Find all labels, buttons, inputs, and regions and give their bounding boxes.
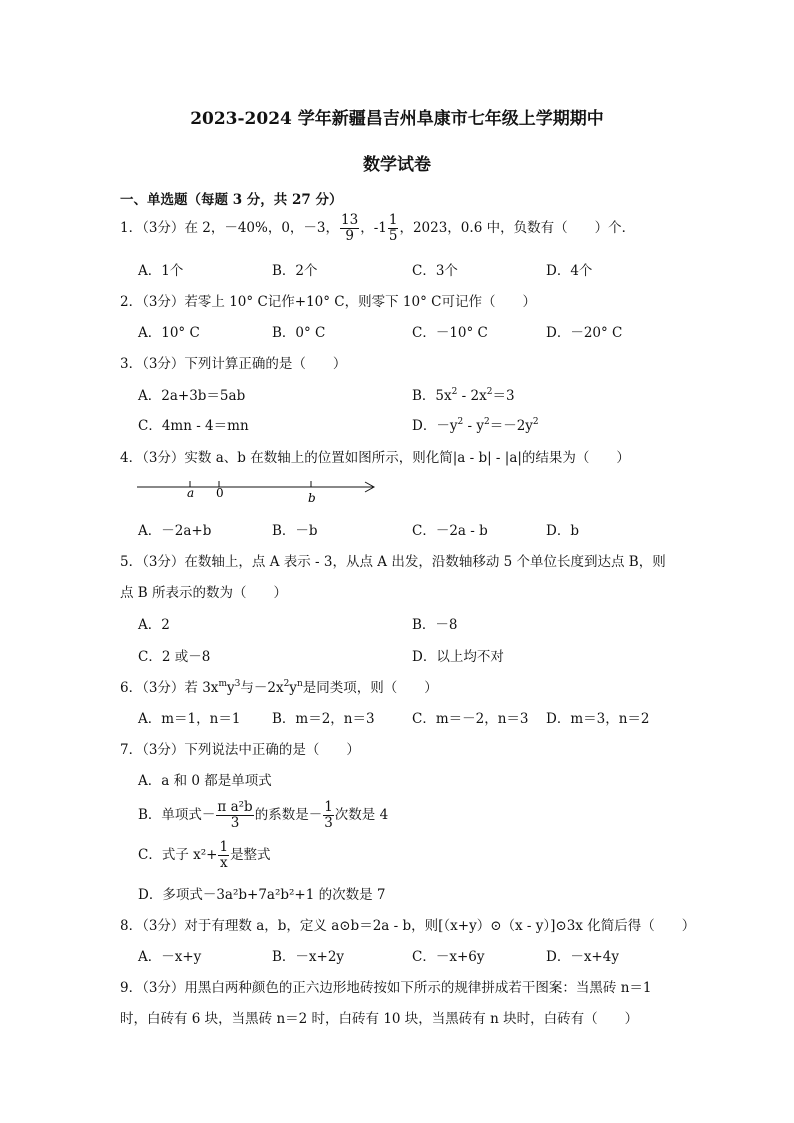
q1-sep: ，	[360, 220, 374, 236]
q5-option-d: D．以上均不对	[412, 649, 504, 665]
axis-label-a: a	[187, 486, 195, 500]
q1-text-post: ，2023，0.6 中，负数有（ ）个．	[399, 220, 636, 236]
q3-option-c: C．4mn - 4＝mn	[138, 418, 249, 434]
q1-option-d: D．4个	[546, 263, 593, 279]
q5-option-c: C．2 或－8	[138, 649, 211, 665]
q3-option-a: A．2a+3b＝5ab	[138, 388, 246, 404]
question-4: 4．（3分）实数 a、b 在数轴上的位置如图所示，则化简|a - b| - |a|的结果为（ ）	[120, 450, 630, 466]
page-subtitle: 数学试卷	[363, 155, 431, 175]
question-1	[120, 213, 635, 244]
q4-option-b: B．－b	[272, 523, 318, 539]
q6-option-d: D．m＝3，n＝2	[546, 711, 650, 727]
q6-option-c: C．m＝－2，n＝3	[412, 711, 529, 727]
q1-text-pre: 在 2，－40%，0，－3，	[184, 220, 340, 236]
q5-option-b: B．－8	[412, 617, 458, 633]
q7-option-c: C．式子 x²+ $\frac{1}{x}$ 是整式	[138, 839, 271, 871]
q4-option-d: D．b	[546, 523, 579, 539]
q1-option-c: C．3个	[412, 263, 458, 279]
question-5-line-1: 5．（3分）在数轴上，点 A 表示 - 3，从点 A 出发，沿数轴移动 5 个单位长度到达点 B，则	[120, 554, 666, 570]
axis-label-zero: 0	[216, 486, 224, 500]
q3-option-d: D．$-y^2 - y^2=-2y^2$	[412, 417, 539, 434]
q2-option-a: A．10° C	[138, 325, 200, 341]
q8-option-c: C．－x+6y	[412, 949, 485, 965]
question-7: 7．（3分）下列说法中正确的是（ ）	[120, 742, 360, 758]
q7-option-b: B．单项式－ $\frac{\text{π a²b}}{3}$ 的系数是－ $\frac{1}{3}$ 次数是 4	[138, 799, 389, 831]
q8-option-a: A．－x+y	[138, 949, 202, 965]
q1-score: （3分）	[142, 220, 185, 236]
q8-option-d: D．－x+4y	[546, 949, 619, 965]
question-2: 2．（3分）若零上 10° C记作+10° C，则零下 10° C可记作（ ）	[120, 294, 536, 310]
q4-option-a: A．－2a+b	[138, 523, 212, 539]
question-6: 6．（3分）若 $3x^my^3$与$-2x^2y^n$是同类项，则（ ）	[120, 679, 438, 696]
page-title: 2023-2024 学年新疆昌吉州阜康市七年级上学期期中	[190, 109, 604, 129]
q1-fraction: $\frac{13}{9}$	[341, 212, 359, 244]
q1-option-b: B．2个	[272, 263, 318, 279]
q2-option-c: C．－10° C	[412, 325, 488, 341]
q1-number: 1．	[120, 220, 143, 236]
q6-option-a: A．m＝1，n＝1	[138, 711, 241, 727]
q2-option-b: B．0° C	[272, 325, 326, 341]
question-9-line-1: 9．（3分）用黑白两种颜色的正六边形地砖按如下所示的规律拼成若干图案：当黑砖 n＝1	[120, 980, 652, 996]
q1-mixed-number: -1 $\frac{1}{5}$	[373, 212, 398, 244]
q3-option-b: B．$5x^2 - 2x^2=3$	[412, 387, 515, 404]
q2-option-d: D．－20° C	[546, 325, 623, 341]
q7-option-a: A．a 和 0 都是单项式	[138, 773, 272, 789]
number-line-diagram	[135, 476, 380, 508]
question-9-line-2: 时，白砖有 6 块，当黑砖 n＝2 时，白砖有 10 块，当黑砖有 n 块时，白砖有（ ）	[120, 1011, 639, 1027]
q4-option-c: C．－2a - b	[412, 523, 488, 539]
q5-option-a: A．2	[138, 617, 170, 633]
question-3: 3．（3分）下列计算正确的是（ ）	[120, 356, 347, 372]
q7-option-d: D．多项式－3a²b+7a²b²+1 的次数是 7	[138, 887, 386, 903]
question-5-line-2: 点 B 所表示的数为（ ）	[120, 585, 288, 601]
q1-option-a: A．1个	[138, 263, 184, 279]
section-heading: 一、单选题（每题 3 分，共 27 分）	[120, 192, 343, 208]
question-8: 8．（3分）对于有理数 a，b，定义 a⊙b＝2a - b，则[（x+y）⊙（x - y）]⊙3x 化简后得（ ）	[120, 918, 696, 934]
q8-option-b: B．－x+2y	[272, 949, 345, 965]
q6-option-b: B．m＝2，n＝3	[272, 711, 375, 727]
axis-label-b: b	[308, 491, 316, 505]
